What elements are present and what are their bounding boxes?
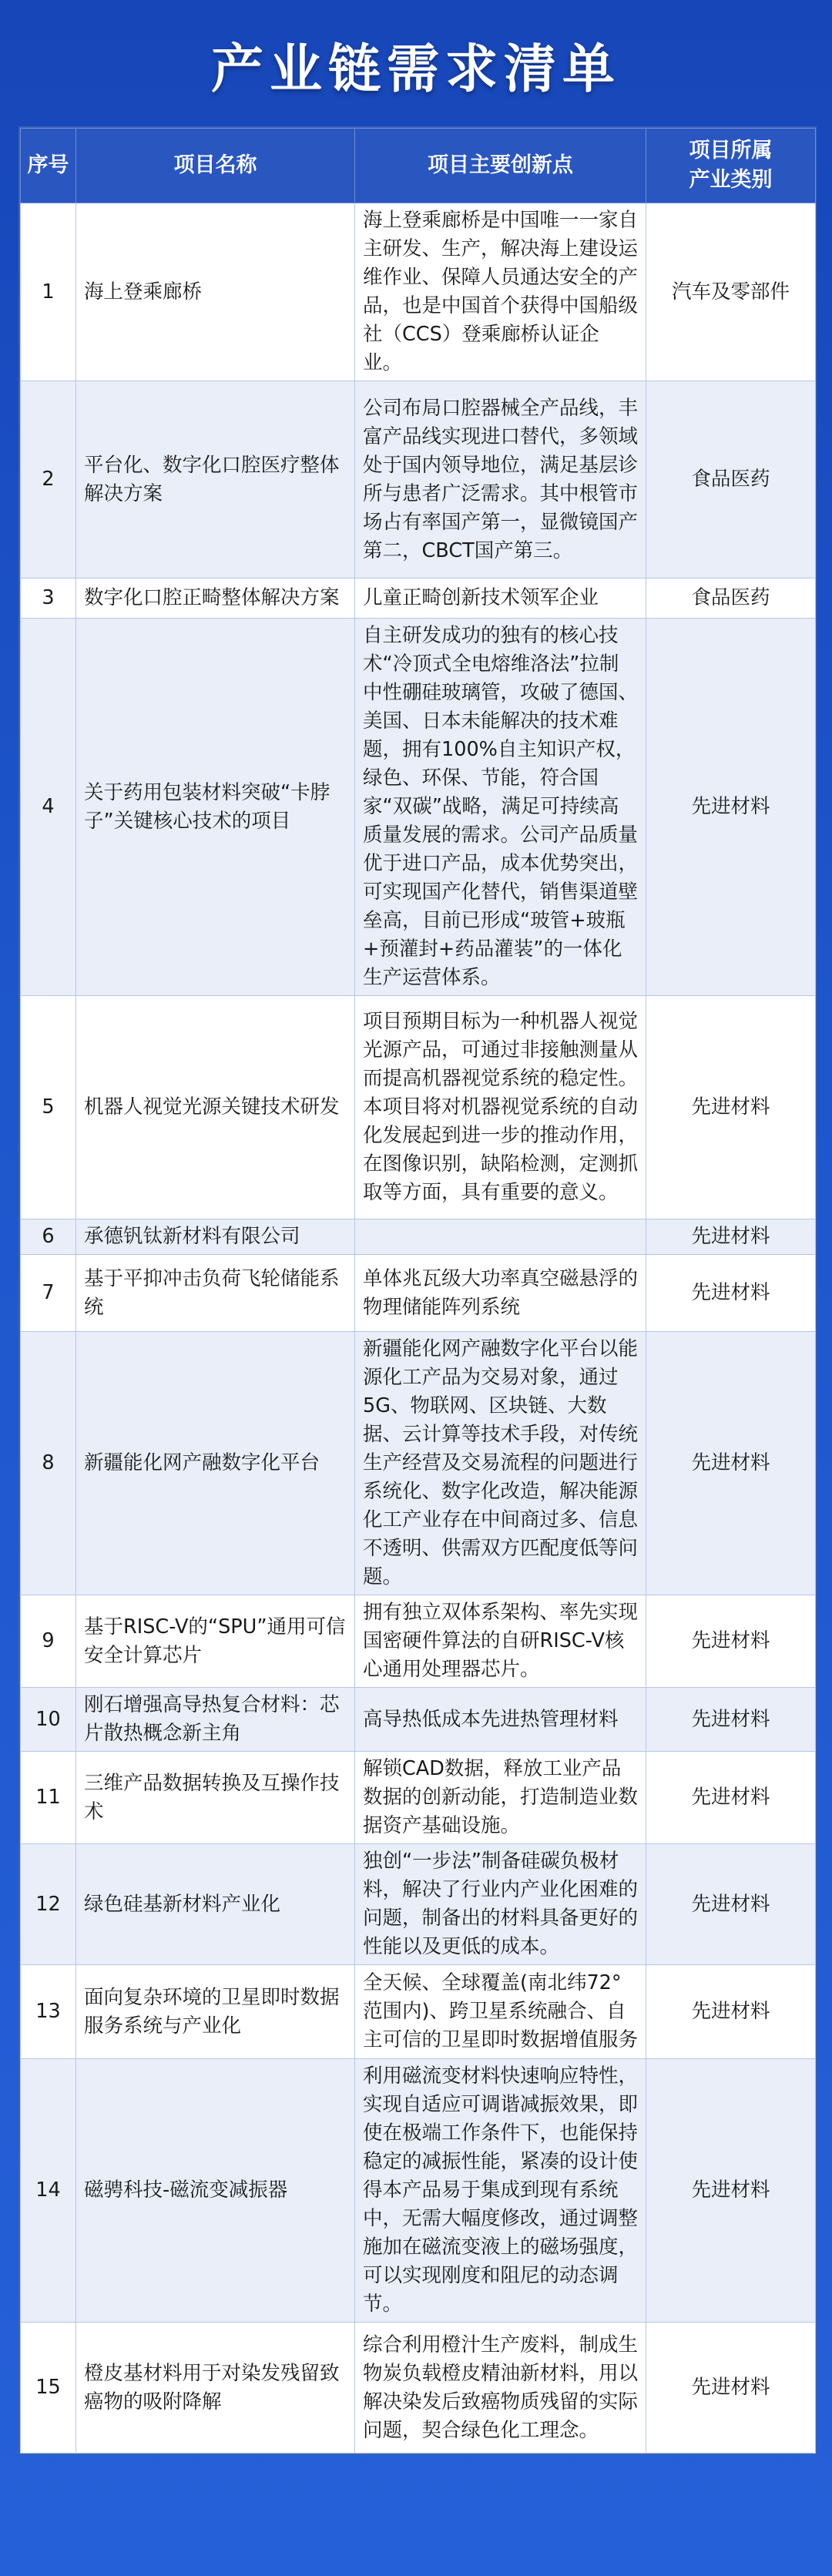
row-no: 12 xyxy=(21,1844,76,1965)
row-category: 食品医药 xyxy=(646,579,816,619)
row-category: 先进材料 xyxy=(646,1595,816,1688)
row-category: 先进材料 xyxy=(646,1688,816,1752)
table-row xyxy=(21,381,816,579)
table-row xyxy=(21,1844,816,1965)
row-innovation: 独创“一步法”制备硅碳负极材料，解决了行业内产业化困难的问题，制备出的材料具备更好的性能以及更低的成本。 xyxy=(355,1844,646,1965)
row-innovation xyxy=(355,1219,646,1255)
row-no: 9 xyxy=(21,1595,76,1688)
row-innovation: 海上登乘廊桥是中国唯一一家自主研发、生产，解决海上建设运维作业、保障人员通达安全的产品，也是中国首个获得中国船级社（CCS）登乘廊桥认证企业。 xyxy=(355,203,646,381)
row-name: 基于RISC-V的“SPU”通用可信安全计算芯片 xyxy=(76,1595,355,1688)
row-name: 橙皮基材料用于对染发残留致癌物的吸附降解 xyxy=(76,2323,355,2454)
row-category: 先进材料 xyxy=(646,1219,816,1255)
row-no: 10 xyxy=(21,1688,76,1752)
row-name: 承德钒钛新材料有限公司 xyxy=(76,1219,355,1255)
header-name: 项目名称 xyxy=(76,129,355,203)
row-innovation: 公司布局口腔器械全产品线，丰富产品线实现进口替代，多领域处于国内领导地位，满足基层诊所与患者广泛需求。其中根管市场占有率国产第一，显微镜国产第二，CBCT国产第三。 xyxy=(355,381,646,579)
row-no: 6 xyxy=(21,1219,76,1255)
header-no: 序号 xyxy=(21,129,76,203)
row-no: 1 xyxy=(21,203,76,381)
table-header-row xyxy=(21,129,816,203)
row-category: 先进材料 xyxy=(646,1752,816,1844)
row-no: 5 xyxy=(21,996,76,1219)
row-no: 3 xyxy=(21,579,76,619)
row-innovation: 单体兆瓦级大功率真空磁悬浮的物理储能阵列系统 xyxy=(355,1255,646,1332)
row-category: 先进材料 xyxy=(646,1332,816,1595)
row-name: 新疆能化网产融数字化平台 xyxy=(76,1332,355,1595)
row-innovation: 全天候、全球覆盖(南北纬72°范围内)、跨卫星系统融合、自主可信的卫星即时数据增值服务 xyxy=(355,1965,646,2059)
row-innovation: 解锁CAD数据，释放工业产品数据的创新动能，打造制造业数据资产基础设施。 xyxy=(355,1752,646,1844)
row-category: 先进材料 xyxy=(646,2323,816,2454)
header-innovation: 项目主要创新点 xyxy=(355,129,646,203)
row-name: 磁骋科技-磁流变减振器 xyxy=(76,2059,355,2323)
table-row xyxy=(21,1965,816,2059)
row-name: 刚石增强高导热复合材料：芯片散热概念新主角 xyxy=(76,1688,355,1752)
row-category: 食品医药 xyxy=(646,381,816,579)
row-name: 平台化、数字化口腔医疗整体解决方案 xyxy=(76,381,355,579)
header-category: 项目所属 产业类别 xyxy=(646,129,816,203)
requirements-table xyxy=(18,126,817,2455)
table-row xyxy=(21,1219,816,1255)
row-no: 11 xyxy=(21,1752,76,1844)
table-row xyxy=(21,1688,816,1752)
row-innovation: 综合利用橙汁生产废料，制成生物炭负载橙皮精油新材料，用以解决染发后致癌物质残留的实际问题，契合绿色化工理念。 xyxy=(355,2323,646,2454)
row-category: 先进材料 xyxy=(646,2059,816,2323)
row-category: 先进材料 xyxy=(646,619,816,996)
row-category: 汽车及零部件 xyxy=(646,203,816,381)
row-category: 先进材料 xyxy=(646,1255,816,1332)
table-row xyxy=(21,203,816,381)
row-innovation: 自主研发成功的独有的核心技术“冷顶式全电熔维洛法”拉制中性硼硅玻璃管，攻破了德国、美国、日本未能解决的技术难题，拥有100%自主知识产权，绿色、环保、节能，符合国家“双碳”战略，满足可持续高质量发展的需求。公司产品质量优于进口产品，成本优势突出，可实现国产化替代，销售渠道壁垒高，目前已形成“玻管+玻瓶+预灌封+药品灌装”的一体化生产运营体系。 xyxy=(355,619,646,996)
row-no: 7 xyxy=(21,1255,76,1332)
table-row xyxy=(21,1332,816,1595)
row-name: 绿色硅基新材料产业化 xyxy=(76,1844,355,1965)
table-row xyxy=(21,619,816,996)
row-category: 先进材料 xyxy=(646,1965,816,2059)
row-innovation: 儿童正畸创新技术领军企业 xyxy=(355,579,646,619)
row-no: 14 xyxy=(21,2059,76,2323)
row-no: 8 xyxy=(21,1332,76,1595)
row-innovation: 新疆能化网产融数字化平台以能源化工产品为交易对象，通过5G、物联网、区块链、大数据、云计算等技术手段，对传统生产经营及交易流程的问题进行系统化、数字化改造，解决能源化工产业存在中间商过多、信息不透明、供需双方匹配度低等问题。 xyxy=(355,1332,646,1595)
row-no: 2 xyxy=(21,381,76,579)
row-name: 面向复杂环境的卫星即时数据服务系统与产业化 xyxy=(76,1965,355,2059)
table-row xyxy=(21,2059,816,2323)
row-category: 先进材料 xyxy=(646,1844,816,1965)
row-innovation: 高导热低成本先进热管理材料 xyxy=(355,1688,646,1752)
row-name: 机器人视觉光源关键技术研发 xyxy=(76,996,355,1219)
page-title: 产业链需求清单 xyxy=(210,39,621,100)
row-category: 先进材料 xyxy=(646,996,816,1219)
table-row xyxy=(21,996,816,1219)
table-row xyxy=(21,1595,816,1688)
row-innovation: 利用磁流变材料快速响应特性，实现自适应可调谐减振效果，即使在极端工作条件下，也能保持稳定的减振性能，紧凑的设计使得本产品易于集成到现有系统中，无需大幅度修改，通过调整施加在磁流变液上的磁场强度，可以实现刚度和阻尼的动态调节。 xyxy=(355,2059,646,2323)
table-row xyxy=(21,2323,816,2454)
row-no: 4 xyxy=(21,619,76,996)
row-name: 海上登乘廊桥 xyxy=(76,203,355,381)
table-row xyxy=(21,1255,816,1332)
row-innovation: 项目预期目标为一种机器人视觉光源产品，可通过非接触测量从而提高机器视觉系统的稳定性。本项目将对机器视觉系统的自动化发展起到进一步的推动作用，在图像识别，缺陷检测，定测抓取等方面，具有重要的意义。 xyxy=(355,996,646,1219)
row-no: 15 xyxy=(21,2323,76,2454)
row-no: 13 xyxy=(21,1965,76,2059)
row-name: 三维产品数据转换及互操作技术 xyxy=(76,1752,355,1844)
row-name: 基于平抑冲击负荷飞轮储能系统 xyxy=(76,1255,355,1332)
table-row xyxy=(21,1752,816,1844)
row-name: 数字化口腔正畸整体解决方案 xyxy=(76,579,355,619)
row-name: 关于药用包装材料突破“卡脖子”关键核心技术的项目 xyxy=(76,619,355,996)
row-innovation: 拥有独立双体系架构、率先实现国密硬件算法的自研RISC-V核心通用处理器芯片。 xyxy=(355,1595,646,1688)
table-row xyxy=(21,579,816,619)
